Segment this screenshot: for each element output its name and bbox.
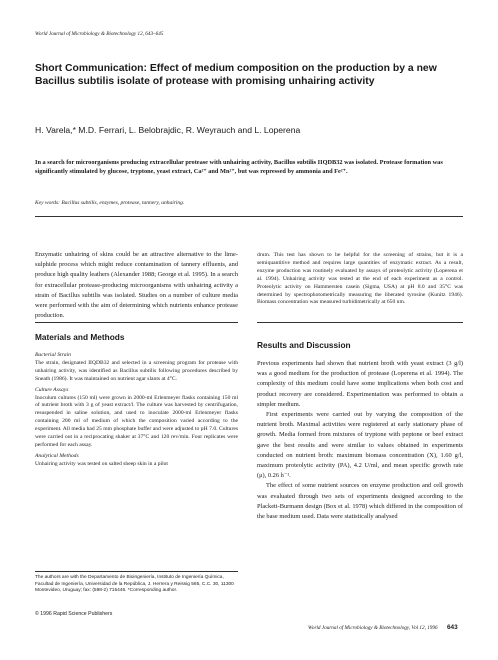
abstract: In a search for microorganisms producing extracellular protease with unhairing activity, Bacillus subtilis IIQDB32 was isolated. Protease formation was significantly stimulated by glucose, tryptone, yeast extract, Ca²⁺ and Mn²⁺, but was repressed by ammonia and Fe²⁺. bbox=[35, 159, 443, 175]
methods-heading: Materials and Methods bbox=[35, 332, 125, 342]
results-section bbox=[257, 340, 463, 522]
results-paragraph: Previous experiments had shown that nutrient broth with yeast extract (3 g/l) was a good medium for the production of protease (Loperena et al. 1994). The complexity of this medium could have some implications when both cost and product recovery are considered. Experimentation was performed to obtain a simpler medium. bbox=[257, 360, 463, 408]
intro-left: Enzymatic unhairing of skins could be an attractive alternative to the lime-sulphide process which might reduce contamination of tannery effluents, and produce high quality leathers (Alexander 1988; George et al. 1995). In a search for extracellular protease-producing microorganisms with unhairing activity a strain of Bacillus subtilis was isolated. Studies on a number of culture media were performed with the aim of determining which nutrients enhance protease production. bbox=[35, 251, 238, 320]
intro-right: drum. This test has shown to be helpful for the screening of strains, but it is a semiquantitive method and requires large quantities of enzymatic extract. As a result, enzyme production was routinely evaluated by assays of proteolytic activity (Loperena et al. 1994). Unhairing activity was tested at the end of each experiment as a control. Proteolytic activity on Hammersten casein (Sigma, USA) at pH 8.0 and 35°C was determined by spectrophotometrically measuring the liberated tyrosine (Kunitz 1946). Biomass concentration was measured turbidimetrically at 650 nm. bbox=[257, 252, 463, 306]
divider-right bbox=[257, 322, 463, 323]
divider-top bbox=[35, 216, 463, 217]
copyright-notice: © 1996 Rapid Science Publishers bbox=[35, 611, 113, 617]
analytical-methods-text: Unhairing activity was tested on salted sheep skin in a pilot bbox=[35, 460, 168, 467]
subhead-analytical-methods: Analytical Methods bbox=[35, 452, 79, 459]
footer-journal: World Journal of Microbiology & Biotechnology, Vol 12, 1996 bbox=[308, 625, 438, 631]
footnote-rule bbox=[35, 571, 238, 572]
author-list: H. Varela,* M.D. Ferrari, L. Belobrajdic, R. Weyrauch and L. Loperena bbox=[35, 125, 301, 135]
keywords: Key words: Bacillus subtilis, enzymes, protease, tannery, unhairing. bbox=[35, 200, 185, 206]
author-affiliation: The authors are with the Departamento de Bioingeniería, Instituto de Ingeniería Química, Facultad de Ingeniería, Universidad de la República, J. Herrera y Reissig 565, C.C. 30, 11300 Montevideo, Uruguay; fax: (598-2) 715446. *Corresponding author. bbox=[35, 575, 234, 594]
subhead-bacterial-strain: Bacterial Strain bbox=[35, 352, 71, 358]
subhead-culture-assays: Culture Assays bbox=[35, 386, 69, 393]
methods-section bbox=[35, 332, 238, 469]
results-paragraph: The effect of some nutrient sources on enzyme production and cell growth was evaluated through two sets of experiments designed according to the Plackett-Burmann design (Box et al. 1978) which differed in the composition of the base medium used. Data were statistically analysed bbox=[257, 482, 463, 521]
results-paragraph: First experiments were carried out by varying the composition of the nutrient broth. Maximal activities were registered at early stationary phase of growth. Media formed from mixtures of tryptone with peptone or beef extract gave the best results and were similar to values obtained in experiments conducted on nutrient broth: maximum biomass concentration (X), 1.60 g/l, maximum proteolytic activity (PA), 4.2 U/ml, and mean specific growth rate (μ), 0.26 h⁻¹. bbox=[257, 411, 463, 480]
divider-left bbox=[35, 322, 238, 323]
culture-assays-text: Inoculum cultures (150 ml) were grown in 2000-ml Erlenmeyer flasks containing 150 ml of nutrient broth with 3 g of yeast extract/l. The culture was harvested by centrifugation, resuspended in saline solution, and used to inoculate 2000-ml Erlenmeyer flasks containing 200 ml of medium of which the composition varied according to the experiment. All media had 25 mm phosphate buffer and were adjusted to pH 7.0. Cultures were carried out in a reciprocating shaker at 37°C and 120 rev/min. Four replicates were performed for each assay. bbox=[35, 394, 238, 448]
bacterial-strain-text: The strain, designated IIQDB32 and selected in a screening program for protease with unhairing activity, was identified as Bacillus subtilis following procedures described by Sneath (1986). It was maintained on nutrient agar slants at 4°C. bbox=[35, 359, 238, 382]
article-title: Short Communication: Effect of medium composition on the production by a new Bacillus subtilis isolate of protease with promising unhairing activity bbox=[35, 63, 437, 87]
page-number: 643 bbox=[447, 624, 458, 631]
journal-header: World Journal of Microbiology & Biotechnology 12, 643–645 bbox=[35, 31, 164, 37]
results-heading: Results and Discussion bbox=[257, 340, 351, 350]
